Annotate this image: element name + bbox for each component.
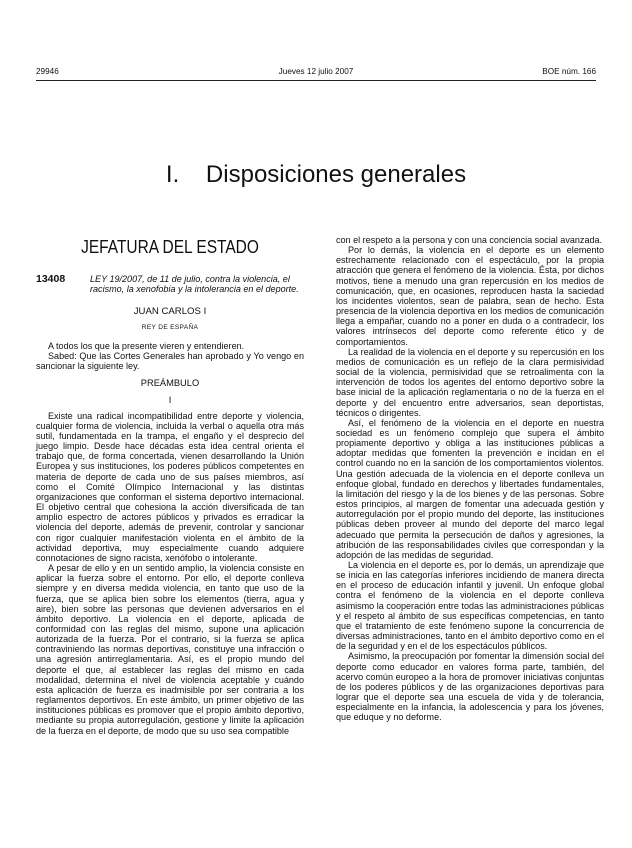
issue-date: Jueves 12 julio 2007 bbox=[278, 67, 354, 76]
body-paragraph: Asimismo, la preocupación por fomentar la dimensión social del deporte como educador en valores forma parte, también, del acervo común europeo a la hora de promover iniciativas conjuntas de los poderes públicos y de las organizaciones deportivas para lograr que el deporte sea una escuela de vida y de tolerancia, especialmente en la infancia, la adolescencia y para los jóvenes, que eduque y no deforme. bbox=[336, 651, 604, 723]
body-paragraph: con el respeto a la persona y con una conciencia social avanzada. bbox=[336, 235, 603, 245]
body-paragraph: La realidad de la violencia en el deporte y su repercusión en los medios de comunicación es un reflejo de la clara permisividad social de la violencia, permisividad que se retroalimenta con la intervención de todos los agentes del entorno deportivo sobre la base inicial de la aplicación reglamentaria o no de la fuerza en el deporte y del encuentro entre adversarios, sean deportistas, técnicos o dirigentes. bbox=[336, 346, 604, 418]
right-column bbox=[336, 235, 604, 723]
body-paragraph: A pesar de ello y en un sentido amplio, la violencia consiste en aplicar la fuerza sobre el entorno. Por ello, el deporte conlleva siempre y en diversa medida violencia, en tanto que uso de la fuerza, que se aplica bien sobre los elementos (tierra, agua y aire), bien sobre las personas que devienen adversarios en el ámbito deportivo. La violencia en el deporte, aplicada de conformidad con las reglas del mismo, supone una aplicación autorizada de la fuerza. Por el contrario, si la fuerza se aplica contraviniendo las normas deportivas, constituye una infracción o una agresión antirreglamentaria. Así, es el propio mundo del deporte el que, al establecer las reglas del mismo en cada modalidad, determina el nivel de violencia aceptable y cuándo esta aplicación de fuerza es inadmisible por ser contraria a los reglamentos deportivos. En este ámbito, un primer objetivo de las instituciones públicas es promover que el propio ámbito deportivo, mediante su propia autorregulación, gestione y limite la aplicación de la fuerza en el deporte, de modo que su uso sea compatible bbox=[36, 563, 304, 736]
body-paragraph: La violencia en el deporte es, por lo demás, un aprendizaje que se inicia en las categorías inferiores incidiendo de manera directa en el proceso de educación infantil y juvenil. Un enfoque global contra el fenómeno de la violencia en el deporte conlleva asimismo la cooperación entre todas las administraciones públicas y el respeto al ámbito de sus específicas competencias, en tanto que el tratamiento de este fenómeno supone la concurrencia de diversas administraciones, tanto en el ámbito deportivo como en el de la seguridad y en el de los espectáculos públicos. bbox=[336, 560, 604, 652]
preamble-heading: PREÁMBULO bbox=[140, 378, 200, 389]
header-rule bbox=[36, 80, 596, 81]
section-title: I. Disposiciones generales bbox=[165, 161, 467, 188]
organism-heading: JEFATURA DEL ESTADO bbox=[81, 237, 259, 257]
promulgation-line-2: Sabed: Que las Cortes Generales han aprobado y Yo vengo en sancionar la siguiente ley. bbox=[36, 351, 304, 372]
left-column bbox=[36, 236, 304, 736]
body-paragraph: Por lo demás, la violencia en el deporte es un elemento estrechamente relacionado con el espectáculo, por la propia atracción que genera el fenómeno de la violencia. Ésta, por dichos motivos, tiene a menudo una gran repercusión en los medios de comunicación, que, en ocasiones, reproducen hasta la saciedad los incidentes violentos, sean de palabra, sean de hecho. Esta presencia de la violencia deportiva en los medios de comunicación llega a empañar, cuando no a poner en duda o a contradecir, los valores intrínsecos del deporte como referente ético y de comportamientos. bbox=[336, 245, 604, 347]
law-entry bbox=[36, 274, 304, 295]
promulgation-line-1: A todos los que la presente vieren y entendieren. bbox=[48, 340, 245, 351]
running-header bbox=[36, 66, 596, 78]
body-paragraph: Existe una radical incompatibilidad entre deporte y violencia, cualquier forma de violencia, incluida la verbal o aquella otra más sutil, fundamentada en la trampa, el engaño y el desprecio del juego limpio. Desde hace décadas esta idea central orienta el trabajo que, de forma concertada, vienen desarrollando la Unión Europea y sus instituciones, los poderes públicos competentes en materia de deporte de cada uno de sus países miembros, así como el Comité Olímpico Internacional y las distintas organizaciones que conforman el sistema deportivo internacional. El objetivo central que cohesiona la acción diversificada de tan amplio espectro de actores públicos y privados es erradicar la violencia del deporte, además de prevenir, controlar y sancionar con rigor cualquier manifestación violenta en el ámbito de la actividad deportiva, muy especialmente cuando adquiere connotaciones de signo racista, xenófobo o intolerante. bbox=[36, 410, 304, 563]
page-number: 29946 bbox=[36, 67, 59, 76]
king-name: JUAN CARLOS I bbox=[133, 305, 207, 317]
body-paragraph: Así, el fenómeno de la violencia en el deporte en nuestra sociedad es un fenómeno complejo que supera el ámbito propiamente deportivo y obliga a las instituciones públicas a adoptar medidas que fomenten la prevención e incidan en el control cuando no en la sanción de los comportamientos violentos. Una gestión adecuada de la violencia en el deporte conlleva un enfoque global, fundado en derechos y libertades fundamentales, la limitación del riesgo y la de los bienes y de las personas. Sobre estos principios, al margen de fomentar una adecuada gestión y autorregulación por el propio mundo del deporte, las instituciones públicas deben proveer al mundo del deporte del marco legal adecuado que permita la persecución de daños y agresiones, la atribución de las responsabilidades civiles que correspondan y la adopción de las medidas de seguridad. bbox=[336, 417, 604, 560]
section-numeral: I bbox=[168, 394, 172, 405]
law-number: 13408 bbox=[36, 273, 66, 285]
realm-title: REY DE ESPAÑA bbox=[141, 323, 199, 331]
law-title: LEY 19/2007, de 11 de julio, contra la violencia, el racismo, la xenofobia y la intolerancia en el deporte. bbox=[90, 274, 299, 295]
issue-number: BOE núm. 166 bbox=[542, 67, 596, 76]
